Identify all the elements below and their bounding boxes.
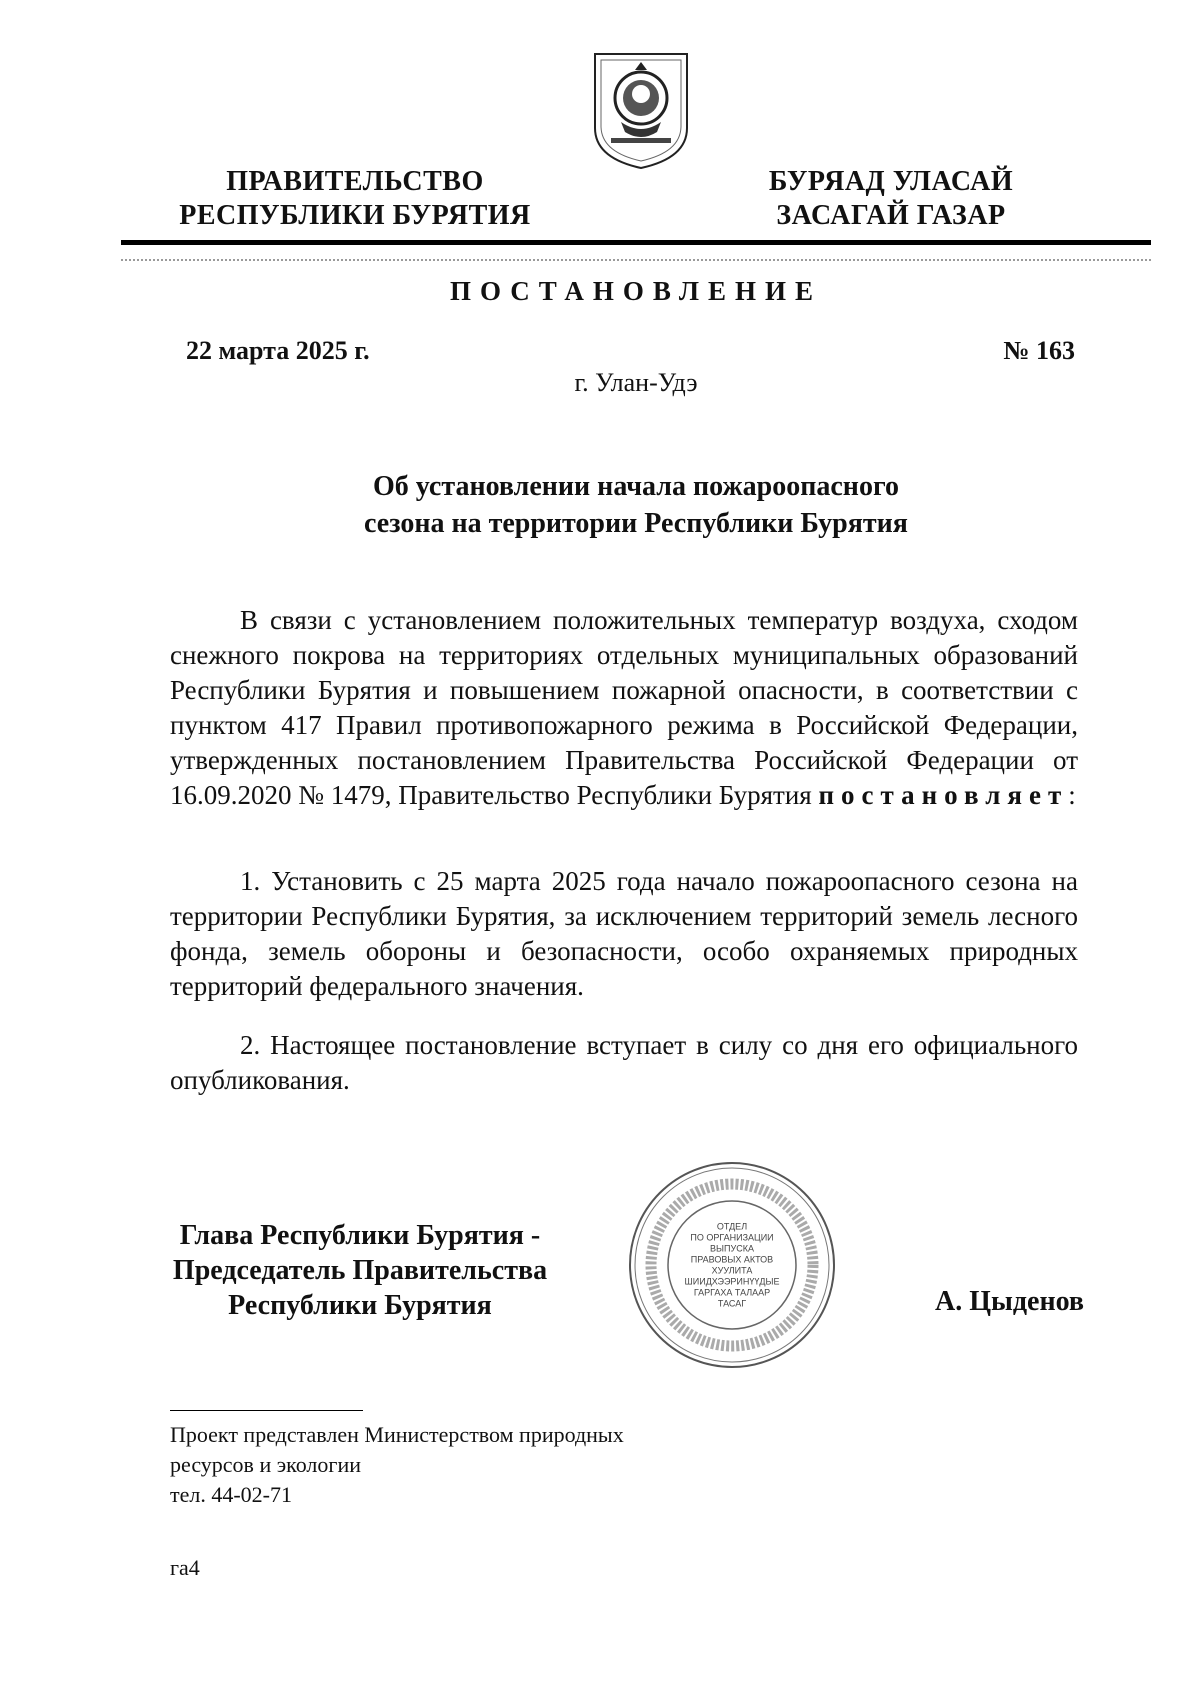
header-dotted-rule [121,259,1151,261]
official-seal [627,1160,837,1370]
document-number: № 163 [1003,336,1075,365]
footnote-line2: ресурсов и экологии [170,1452,361,1477]
government-name-ru-line1: ПРАВИТЕЛЬСТВО [226,166,484,197]
government-name-ru [170,165,540,233]
header-rule [121,240,1151,245]
footnote-line1: Проект представлен Министерством природных [170,1422,624,1447]
signatory-title-line2: Председатель Правительства [172,1255,548,1286]
document-type: ПОСТАНОВЛЕНИЕ [449,276,823,306]
seal-text-line: ХУУЛИТА [711,1265,753,1276]
seal-text-line: ГАРГАХА ТАЛААР [693,1287,771,1298]
document-title-line1: Об установлении начала пожароопасного [373,471,899,502]
seal-text-line: ВЫПУСКА [710,1243,754,1254]
footnote-rule [170,1410,363,1411]
preamble-text: В связи с установлением положительных температур воздуха, сходом снежного покрова на территориях отдельных муниципальных образований Республики Бурятия и повышением пожарной опасности, в соответствии с пунктом 417 Правил противопожарного режима в Российской Федерации, утвержденных постановлением Правительства Российской Федерации от 16.09.2020 № 1479, Правительство Республики Бурятия [170,605,1078,810]
seal-text-line: ПРАВОВЫХ АКТОВ [690,1254,774,1265]
footnote-line3: тел. 44-02-71 [170,1482,293,1507]
seal-text-line: ПО ОРГАНИЗАЦИИ [690,1232,774,1243]
document-title [121,468,1151,542]
seal-text-line: ТАСАГ [717,1298,747,1309]
government-name-bua-line2: ЗАСАГАЙ ГАЗАР [776,200,1006,231]
resolves-keyword: постановляет [818,780,1069,810]
signatory-title-line1: Глава Республики Бурятия - [179,1220,541,1251]
preamble-paragraph [170,603,1078,813]
document-code: га4 [170,1555,200,1580]
coat-of-arms-icon [591,50,691,172]
signatory-name: А. Цыденов [935,1286,1085,1317]
document-date: 22 марта 2025 г. [186,336,370,365]
signatory-title [160,1218,560,1323]
seal-text-line: ОТДЕЛ [716,1221,748,1232]
seal-text-line: ШИИДХЭЭРИНҮҮДЫЕ [684,1276,780,1287]
document-city: г. Улан-Удэ [574,368,698,397]
government-name-bua-line1: БУРЯАД УЛАСАЙ [768,166,1014,197]
document-title-line2: сезона на территории Республики Бурятия [364,508,908,539]
clause-2: 2. Настоящее постановление вступает в силу со дня его официального опубликования. [170,1030,1078,1095]
footnote [170,1420,624,1510]
clause-1: 1. Установить с 25 марта 2025 года начало пожароопасного сезона на территории Республики Бурятия, за исключением территорий земель лесного фонда, земель обороны и безопасности, особо охраняемых природных территорий федерального значения. [170,866,1078,1001]
preamble-end: : [1068,780,1076,810]
government-name-ru-line2: РЕСПУБЛИКИ БУРЯТИЯ [179,200,531,231]
signatory-title-line3: Республики Бурятия [228,1290,492,1321]
government-name-bua [748,165,1034,233]
